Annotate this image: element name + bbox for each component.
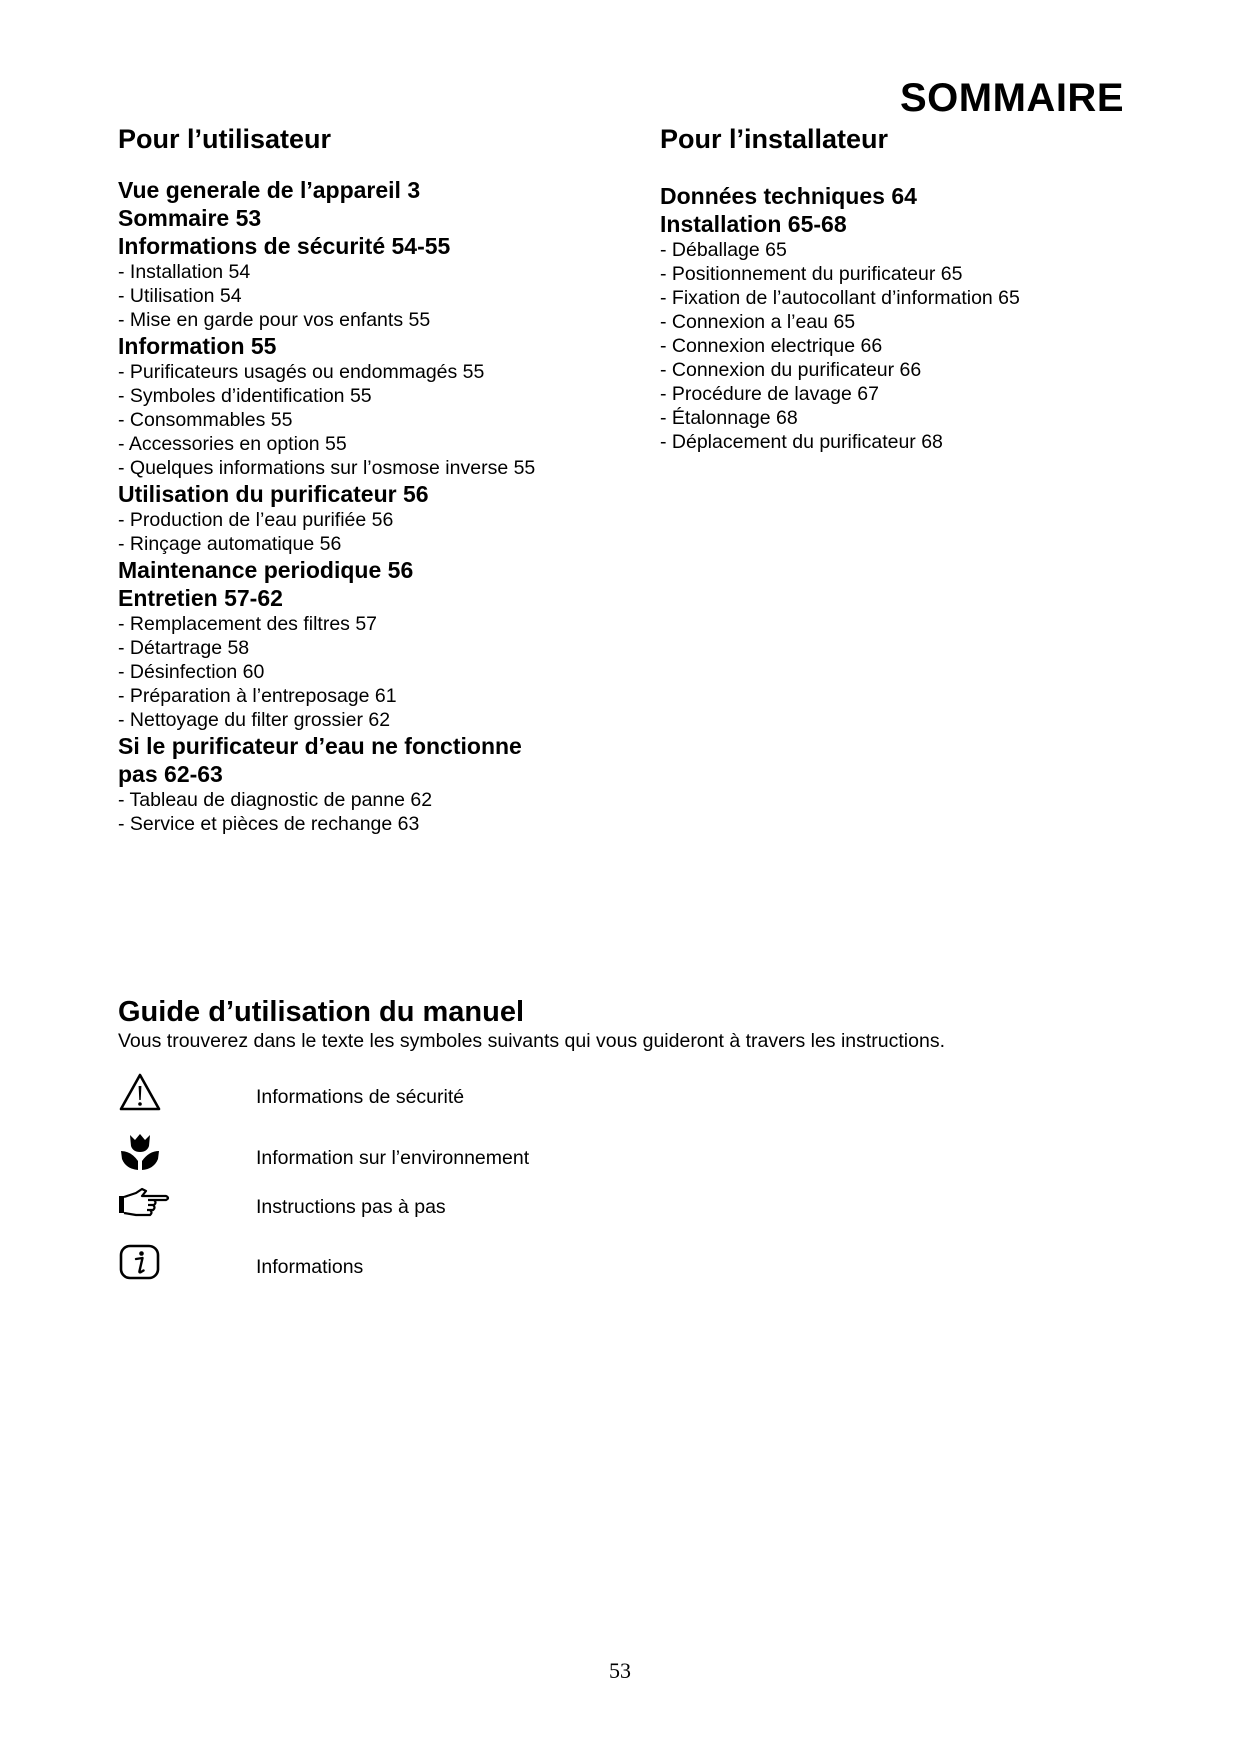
installer-toc-column — [660, 122, 1180, 454]
user-section-heading: Pour l’utilisateur — [118, 124, 332, 154]
toc-subentry: - Symboles d’identification 55 — [118, 385, 372, 407]
toc-subentry: - Nettoyage du filter grossier 62 — [118, 709, 391, 731]
toc-entry: Information 55 — [118, 333, 277, 359]
user-toc-list — [118, 176, 638, 836]
toc-entry: Sommaire 53 — [118, 205, 262, 231]
toc-subentry: - Déballage 65 — [660, 239, 787, 261]
pointing-hand-icon — [118, 1185, 172, 1229]
toc-subentry: - Connexion a l’eau 65 — [660, 311, 856, 333]
installer-toc-list — [660, 182, 1180, 454]
toc-entry: Vue generale de l’appareil 3 — [118, 177, 421, 203]
toc-subentry: - Étalonnage 68 — [660, 407, 798, 429]
user-toc-column — [118, 122, 638, 836]
page-title: SOMMAIRE — [900, 76, 1124, 120]
installer-section-heading: Pour l’installateur — [660, 124, 889, 154]
warning-triangle-icon — [118, 1071, 162, 1115]
toc-entry: Données techniques 64 — [660, 183, 917, 209]
symbol-label: Information sur l’environnement — [256, 1147, 530, 1169]
toc-subentry: - Connexion electrique 66 — [660, 335, 883, 357]
symbol-row-information — [118, 1241, 1018, 1285]
symbol-row-environment — [118, 1131, 1018, 1175]
symbol-row-step-by-step — [118, 1185, 1018, 1229]
toc-subentry: - Fixation de l’autocollant d’information 65 — [660, 287, 1020, 309]
symbol-label: Instructions pas à pas — [256, 1196, 446, 1218]
symbol-row-safety — [118, 1071, 1018, 1115]
symbol-label: Informations — [256, 1256, 364, 1278]
toc-subentry: - Mise en garde pour vos enfants 55 — [118, 309, 431, 331]
info-icon — [118, 1241, 162, 1285]
toc-subentry: - Déplacement du purificateur 68 — [660, 431, 943, 453]
toc-subentry: - Connexion du purificateur 66 — [660, 359, 922, 381]
toc-entry: Utilisation du purificateur 56 — [118, 481, 429, 507]
toc-subentry: - Purificateurs usagés ou endommagés 55 — [118, 361, 485, 383]
toc-subentry: - Rinçage automatique 56 — [118, 533, 342, 555]
toc-subentry: - Détartrage 58 — [118, 637, 250, 659]
guide-heading: Guide d’utilisation du manuel — [118, 996, 525, 1028]
toc-entry: Si le purificateur d’eau ne fonctionne — [118, 733, 522, 759]
toc-entry: pas 62-63 — [118, 761, 223, 787]
toc-subentry: - Préparation à l’entreposage 61 — [118, 685, 397, 707]
symbol-label: Informations de sécurité — [256, 1086, 465, 1108]
toc-entry: Installation 65-68 — [660, 211, 847, 237]
toc-subentry: - Désinfection 60 — [118, 661, 265, 683]
toc-entry: Maintenance periodique 56 — [118, 557, 414, 583]
toc-subentry: - Positionnement du purificateur 65 — [660, 263, 963, 285]
toc-subentry: - Procédure de lavage 67 — [660, 383, 879, 405]
toc-subentry: - Service et pièces de rechange 63 — [118, 813, 420, 835]
toc-subentry: - Quelques informations sur l’osmose inverse 55 — [118, 457, 536, 479]
toc-subentry: - Remplacement des filtres 57 — [118, 613, 378, 635]
toc-subentry: - Tableau de diagnostic de panne 62 — [118, 789, 433, 811]
toc-subentry: - Accessories en option 55 — [118, 433, 347, 455]
environment-flower-icon — [118, 1131, 162, 1175]
toc-subentry: - Consommables 55 — [118, 409, 293, 431]
toc-entry: Informations de sécurité 54-55 — [118, 233, 451, 259]
page-number: 53 — [609, 1658, 631, 1683]
manual-guide-section — [118, 995, 1128, 1278]
toc-entry: Entretien 57-62 — [118, 585, 283, 611]
toc-subentry: - Production de l’eau purifiée 56 — [118, 509, 394, 531]
guide-intro-text: Vous trouverez dans le texte les symboles suivants qui vous guideront à travers les instructions. — [118, 1030, 945, 1052]
toc-subentry: - Installation 54 — [118, 261, 251, 283]
toc-subentry: - Utilisation 54 — [118, 285, 242, 307]
